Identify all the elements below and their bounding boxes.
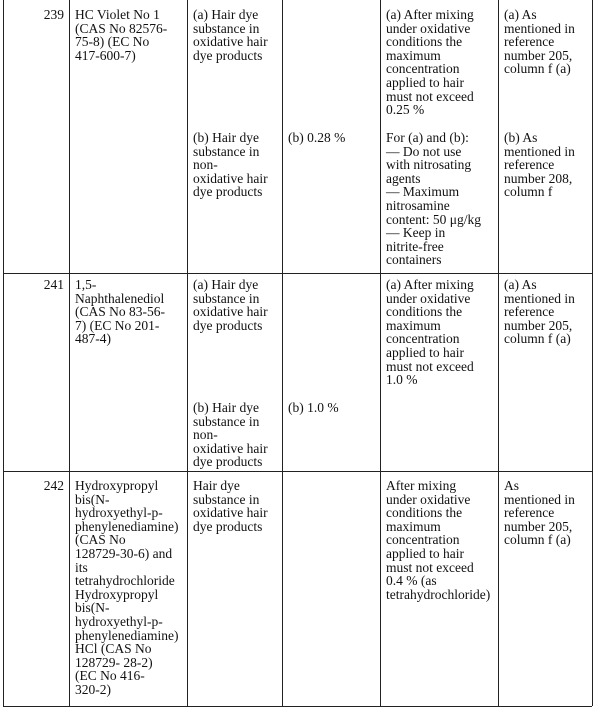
row-rule — [3, 471, 592, 472]
column-divider — [282, 0, 283, 706]
column-divider — [498, 0, 499, 706]
substance-name: HC Violet No 1 (CAS No 82576- 75-8) (EC No 417-600-7) — [75, 7, 168, 63]
reference-number: 239 — [43, 7, 64, 22]
warnings: (a) As mentioned in reference number 205, column f (a) — [504, 7, 575, 77]
table-left-border — [3, 0, 4, 706]
product-type: (b) Hair dye substance in non- oxidative hair dye products — [193, 130, 268, 200]
other-conditions: For (a) and (b): — Do not use with nitrosating agents — Maximum nitrosamine content: 50 μg/kg — Keep in nitrite-free containers — [386, 130, 481, 268]
other-conditions: After mixing under oxidative conditions the maximum concentration applied to hair must not exceed 0.4 % (as tetrahydrochloride) — [386, 478, 491, 602]
max-concentration: (b) 0.28 % — [288, 130, 346, 145]
table-right-border — [592, 0, 593, 706]
max-concentration: (b) 1.0 % — [288, 400, 339, 415]
product-type: (a) Hair dye substance in oxidative hair dye products — [193, 7, 268, 63]
product-type: (b) Hair dye substance in non- oxidative hair dye products — [193, 400, 268, 470]
row-rule — [3, 706, 592, 707]
row-rule — [3, 273, 592, 274]
other-conditions: (a) After mixing under oxidative conditions the maximum concentration applied to hair must not exceed 1.0 % — [386, 277, 474, 388]
substance-name: Hydroxypropyl bis(N- hydroxyethyl-p- phenylenediamine) (CAS No 128729-30-6) and its tetrahydrochloride Hydroxypropyl bis(N- hydroxyethyl-p- phenylenediamine) HCl (CAS No 128729- 28-2) (EC No 416- 320-2) — [75, 478, 179, 697]
warnings: (a) As mentioned in reference number 205, column f (a) — [504, 277, 575, 347]
column-divider — [187, 0, 188, 706]
column-divider — [380, 0, 381, 706]
product-type: Hair dye substance in oxidative hair dye products — [193, 478, 268, 534]
other-conditions: (a) After mixing under oxidative conditions the maximum concentration applied to hair must not exceed 0.25 % — [386, 7, 474, 118]
reference-number: 242 — [43, 478, 64, 493]
column-divider — [69, 0, 70, 706]
substance-name: 1,5- Naphthalenediol (CAS No 83-56- 7) (EC No 201- 487-4) — [75, 277, 165, 347]
product-type: (a) Hair dye substance in oxidative hair dye products — [193, 277, 268, 333]
warnings: (b) As mentioned in reference number 208, column f — [504, 130, 575, 200]
warnings: As mentioned in reference number 205, column f (a) — [504, 478, 575, 548]
reference-number: 241 — [43, 277, 64, 292]
